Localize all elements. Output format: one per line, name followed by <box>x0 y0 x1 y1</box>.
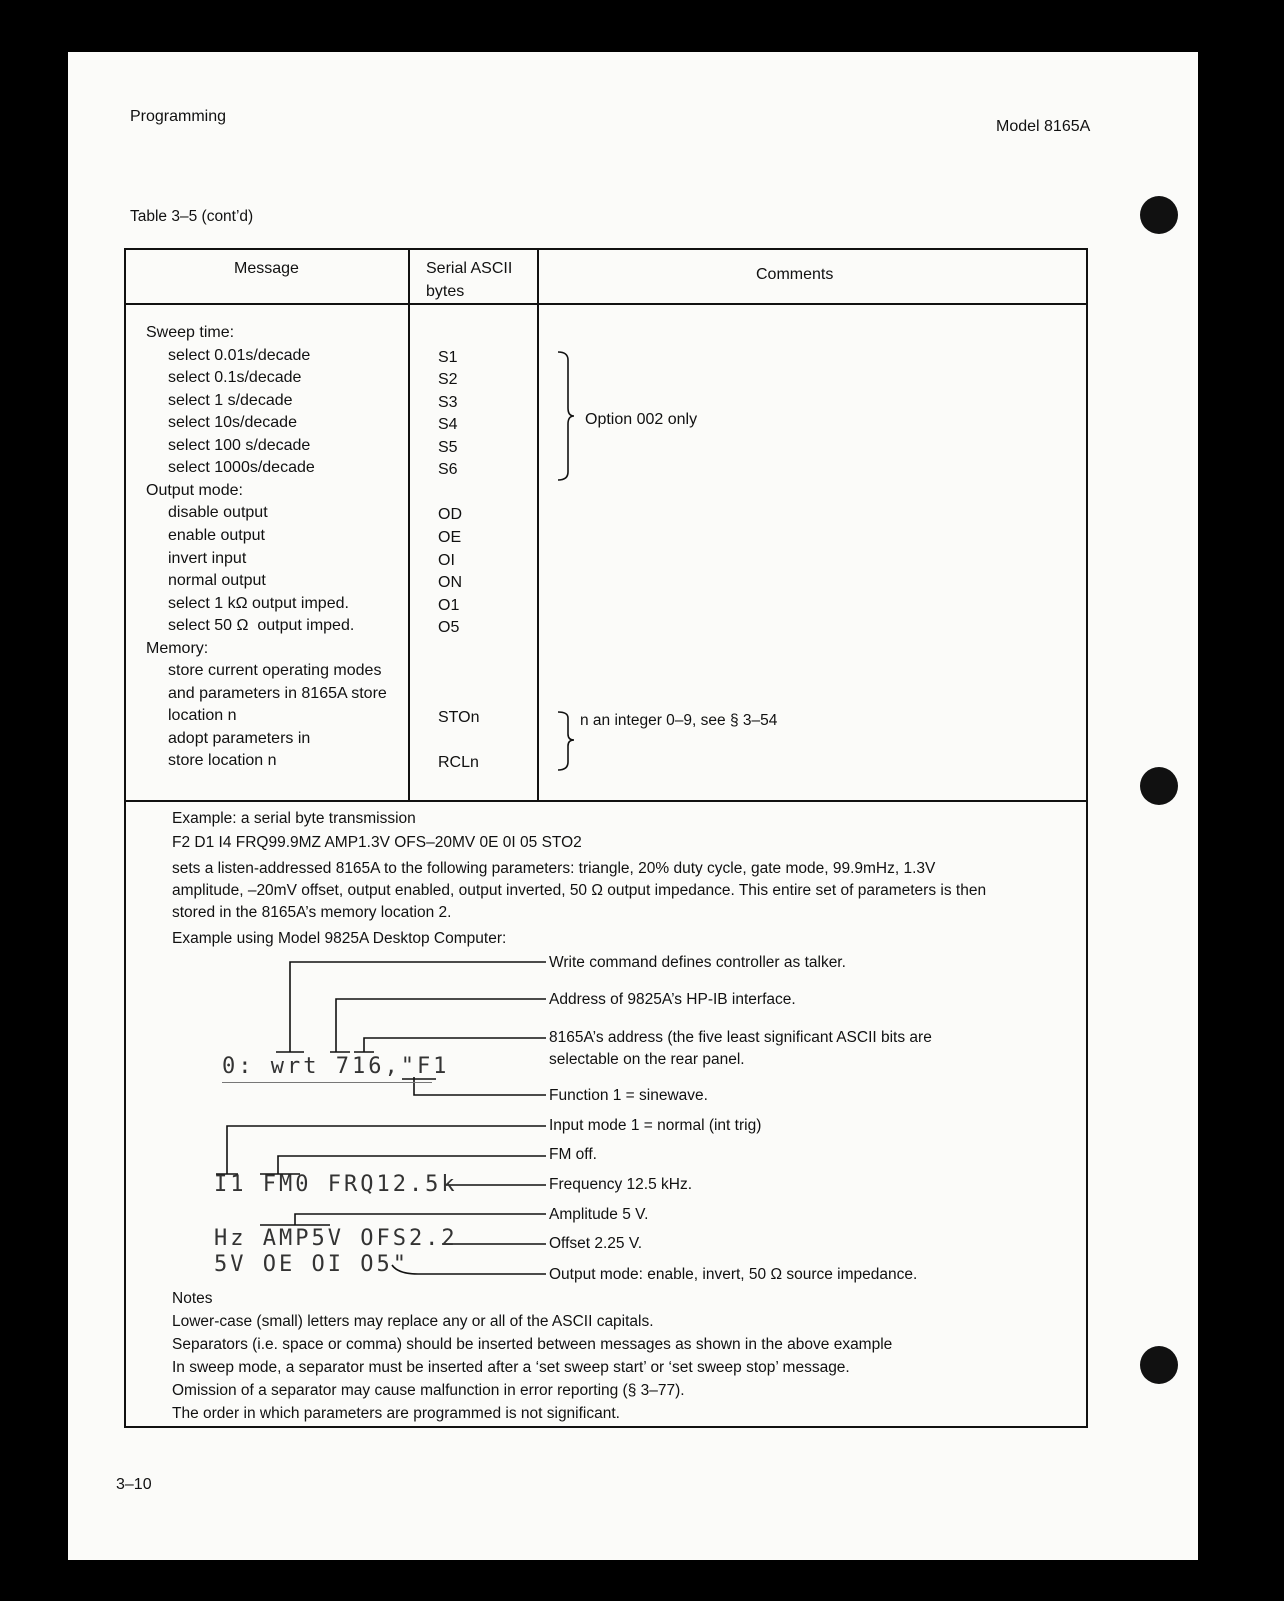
table-row-code: S5 <box>438 438 458 456</box>
column-header-message: Message <box>234 260 299 277</box>
note-2: Separators (i.e. space or comma) should be inserted between messages as shown in the above example <box>172 1336 893 1353</box>
code-line-1: 0: wrt 716,"F1 <box>222 1054 450 1079</box>
table-row-code: OD <box>438 506 462 524</box>
desktop-example-intro: Example using Model 9825A Desktop Computer: <box>172 930 507 947</box>
table-row-message: disable output <box>168 504 268 522</box>
annotation-frequency: Frequency 12.5 kHz. <box>549 1176 693 1193</box>
page-number: 3–10 <box>116 1476 152 1493</box>
table-row-message: select 50 Ω output imped. <box>168 617 355 635</box>
annotation-device-line2: selectable on the rear panel. <box>549 1051 745 1068</box>
table-caption: Table 3–5 (cont’d) <box>130 208 254 225</box>
code-line-1-underline <box>222 1082 432 1083</box>
table-row-code: ON <box>438 574 462 592</box>
table-row-code: OI <box>438 551 455 569</box>
annotation-amplitude: Amplitude 5 V. <box>549 1206 649 1223</box>
note-4: Omission of a separator may cause malfunction in error reporting (§ 3–77). <box>172 1382 685 1399</box>
column-header-serial-ascii: Serial ASCII <box>426 260 513 277</box>
table-row-message: Output mode: <box>146 481 243 499</box>
table-row-code: STOn <box>438 709 480 727</box>
table-row-message: invert input <box>168 549 247 567</box>
notes-title: Notes <box>172 1290 213 1307</box>
table-row-code: S3 <box>438 393 458 411</box>
example-command: F2 D1 I4 FRQ99.9MZ AMP1.3V OFS–20MV 0E 0I 05 STO2 <box>172 834 582 851</box>
table-row-message: select 1000s/decade <box>168 459 315 477</box>
example-description: sets a listen-addressed 8165A to the following parameters: triangle, 20% duty cycle, gate mode, 99.9mHz, 1.3V amplitude, –20mV offset, output enabled, output inverted, 50 Ω output impedance. This entire set of parameters is then stored in the 8165A’s memory location 2. <box>172 860 987 921</box>
table-row-message: store location n <box>168 752 277 770</box>
annotation-device-line1: 8165A’s address (the five least significant ASCII bits are <box>549 1029 932 1046</box>
column-header-bytes: bytes <box>426 283 465 300</box>
annotation-output: Output mode: enable, invert, 50 Ω source impedance. <box>549 1266 918 1283</box>
annotation-offset: Offset 2.25 V. <box>549 1235 643 1252</box>
table-row-message: adopt parameters in <box>168 729 311 747</box>
table-row-message: enable output <box>168 526 265 544</box>
annotation-input: Input mode 1 = normal (int trig) <box>549 1117 762 1134</box>
table-row-code: S6 <box>438 461 458 479</box>
note-5: The order in which parameters are programmed is not significant. <box>172 1405 620 1422</box>
table-row-message: Sweep time: <box>146 324 235 341</box>
table-row-code: O1 <box>438 596 460 614</box>
table-row-code: RCLn <box>438 754 479 772</box>
table-row-code: O5 <box>438 619 460 637</box>
code-line-4: 5V OE OI O5" <box>214 1252 409 1277</box>
table-row-code: S4 <box>438 416 458 434</box>
document-page <box>68 52 1198 1560</box>
table-row-message: Memory: <box>146 639 209 657</box>
comment-memory: n an integer 0–9, see § 3–54 <box>580 712 778 729</box>
note-3: In sweep mode, a separator must be inserted after a ‘set sweep start’ or ‘set sweep stop’ message. <box>172 1359 850 1376</box>
table-row-message: select 100 s/decade <box>168 436 311 454</box>
annotation-write: Write command defines controller as talker. <box>549 954 846 971</box>
table-row-message: select 0.1s/decade <box>168 369 302 387</box>
comment-option-002: Option 002 only <box>585 411 698 428</box>
note-1: Lower-case (small) letters may replace any or all of the ASCII capitals. <box>172 1313 654 1330</box>
annotation-address: Address of 9825A’s HP-IB interface. <box>549 991 796 1008</box>
table-row-message: select 1 s/decade <box>168 391 293 409</box>
table-row-message: normal output <box>168 572 266 590</box>
table-row-message: store current operating modes <box>168 662 382 680</box>
code-line-2: I1 FM0 FRQ12.5k <box>214 1172 458 1197</box>
table-row-code: S2 <box>438 371 458 389</box>
table-row-message: location n <box>168 707 237 725</box>
annotation-fm: FM off. <box>549 1146 597 1163</box>
table-row-message: select 0.01s/decade <box>168 346 311 364</box>
table-row-message: select 1 kΩ output imped. <box>168 594 349 612</box>
table-row-message: select 10s/decade <box>168 414 297 432</box>
example-intro: Example: a serial byte transmission <box>172 810 416 827</box>
table-row-message: and parameters in 8165A store <box>168 684 387 702</box>
table-row-code: S1 <box>438 348 458 366</box>
annotation-function: Function 1 = sinewave. <box>549 1087 708 1104</box>
code-line-3: Hz AMP5V OFS2.2 <box>214 1226 458 1251</box>
column-header-comments: Comments <box>756 266 834 283</box>
running-header-left: Programming <box>130 108 227 125</box>
running-header-right: Model 8165A <box>996 118 1091 135</box>
table-row-code: OE <box>438 528 462 546</box>
